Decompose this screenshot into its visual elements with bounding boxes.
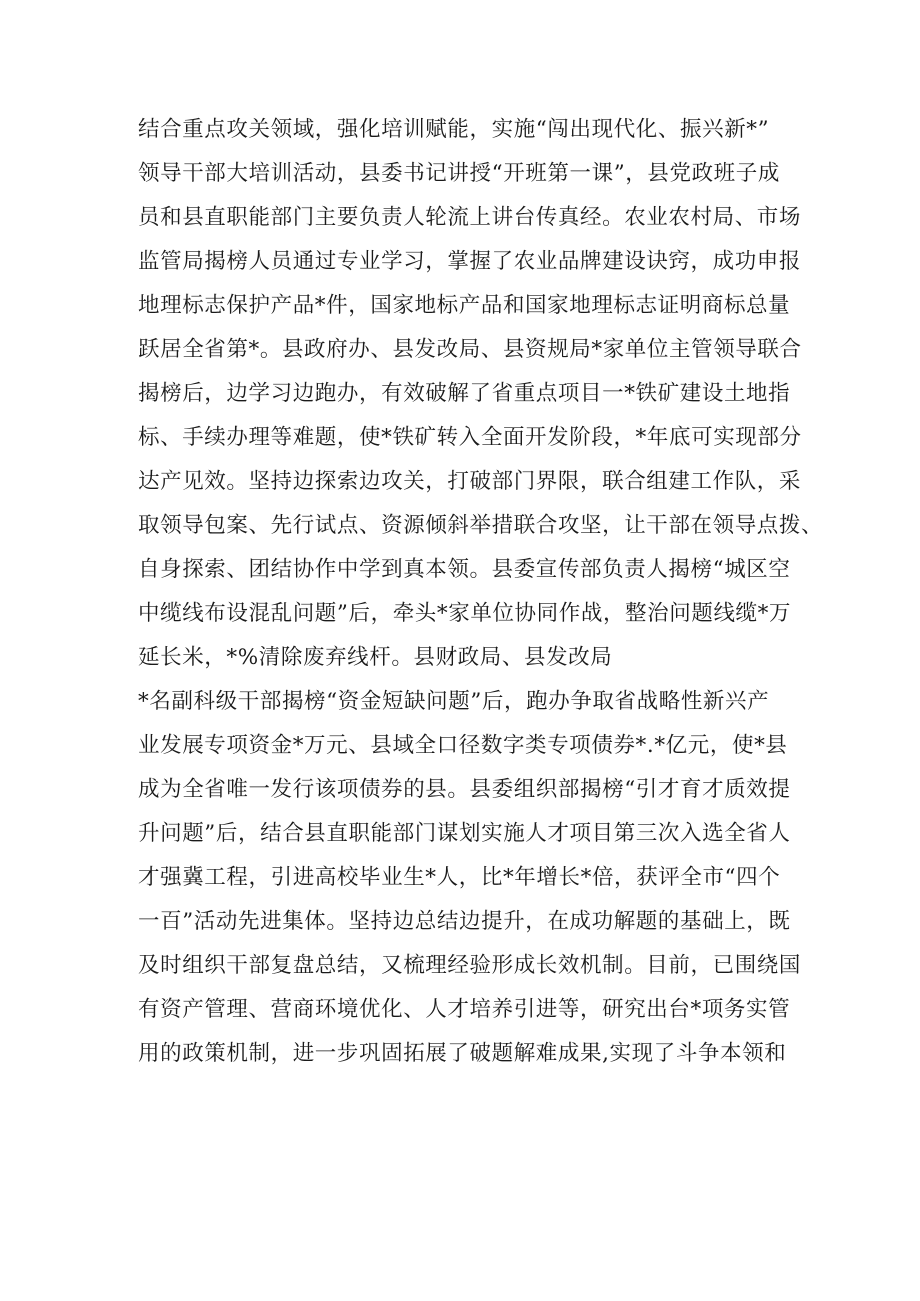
- text-line: 升问题”后，结合县直职能部门谋划实施人才项目第三次入选全省人: [138, 821, 791, 846]
- text-line: 中缆线布设混乱问题”后，牵头*家单位协同作战，整治问题线缆*万: [138, 601, 792, 626]
- text-line: 地理标志保护产品*件，国家地标产品和国家地理标志证明商标总量: [138, 293, 791, 318]
- text-line: 用的政策机制，进一步巩固拓展了破题解难成果,实现了斗争本领和: [138, 1041, 787, 1066]
- text-line: 才强冀工程，引进高校毕业生*人，比*年增长*倍，获评全市“四个: [138, 865, 781, 890]
- text-line: 自身探索、团结协作中学到真本领。县委宣传部负责人揭榜“城区空: [138, 557, 791, 582]
- text-line: *名副科级干部揭榜“资金短缺问题”后，跑办争取省战略性新兴产: [138, 689, 770, 714]
- text-line: 延长米，*%清除废弃线杆。县财政局、县发改局: [138, 645, 613, 670]
- text-line: 员和县直职能部门主要负责人轮流上讲台传真经。农业农村局、市场: [138, 205, 802, 230]
- text-line: 取领导包案、先行试点、资源倾斜举措联合攻坚，让干部在领导点拨、: [138, 513, 824, 538]
- text-line: 结合重点攻关领域，强化培训赋能，实施“闯出现代化、振兴新*”: [138, 117, 770, 142]
- text-line: 跃居全省第*。县政府办、县发改局、县资规局*家单位主管领导联合: [138, 337, 802, 362]
- text-line: 达产见效。坚持边探索边攻关，打破部门界限，联合组建工作队，采: [138, 469, 802, 494]
- text-line: 成为全省唯一发行该项债券的县。县委组织部揭榜“引才育才质效提: [138, 777, 791, 802]
- text-line: 标、手续办理等难题，使*铁矿转入全面开发阶段，*年底可实现部分: [138, 425, 802, 450]
- text-line: 揭榜后，边学习边跑办，有效破解了省重点项目一*铁矿建设土地指: [138, 381, 791, 406]
- text-line: 有资产管理、营商环境优化、人才培养引进等，研究出台*项务实管: [138, 997, 791, 1022]
- text-line: 一百”活动先进集体。坚持边总结边提升，在成功解题的基础上，既: [138, 909, 791, 934]
- text-line: 业发展专项资金*万元、县域全口径数字类专项债券*.*亿元，使*县: [138, 733, 788, 758]
- text-line: 监管局揭榜人员通过专业学习，掌握了农业品牌建设诀窍，成功申报: [138, 249, 802, 274]
- body-text: [138, 108, 824, 1076]
- text-line: 及时组织干部复盘总结，又梳理经验形成长效机制。目前，已围绕国: [138, 953, 802, 978]
- text-line: 领导干部大培训活动，县委书记讲授“开班第一课”，县党政班子成: [138, 161, 780, 186]
